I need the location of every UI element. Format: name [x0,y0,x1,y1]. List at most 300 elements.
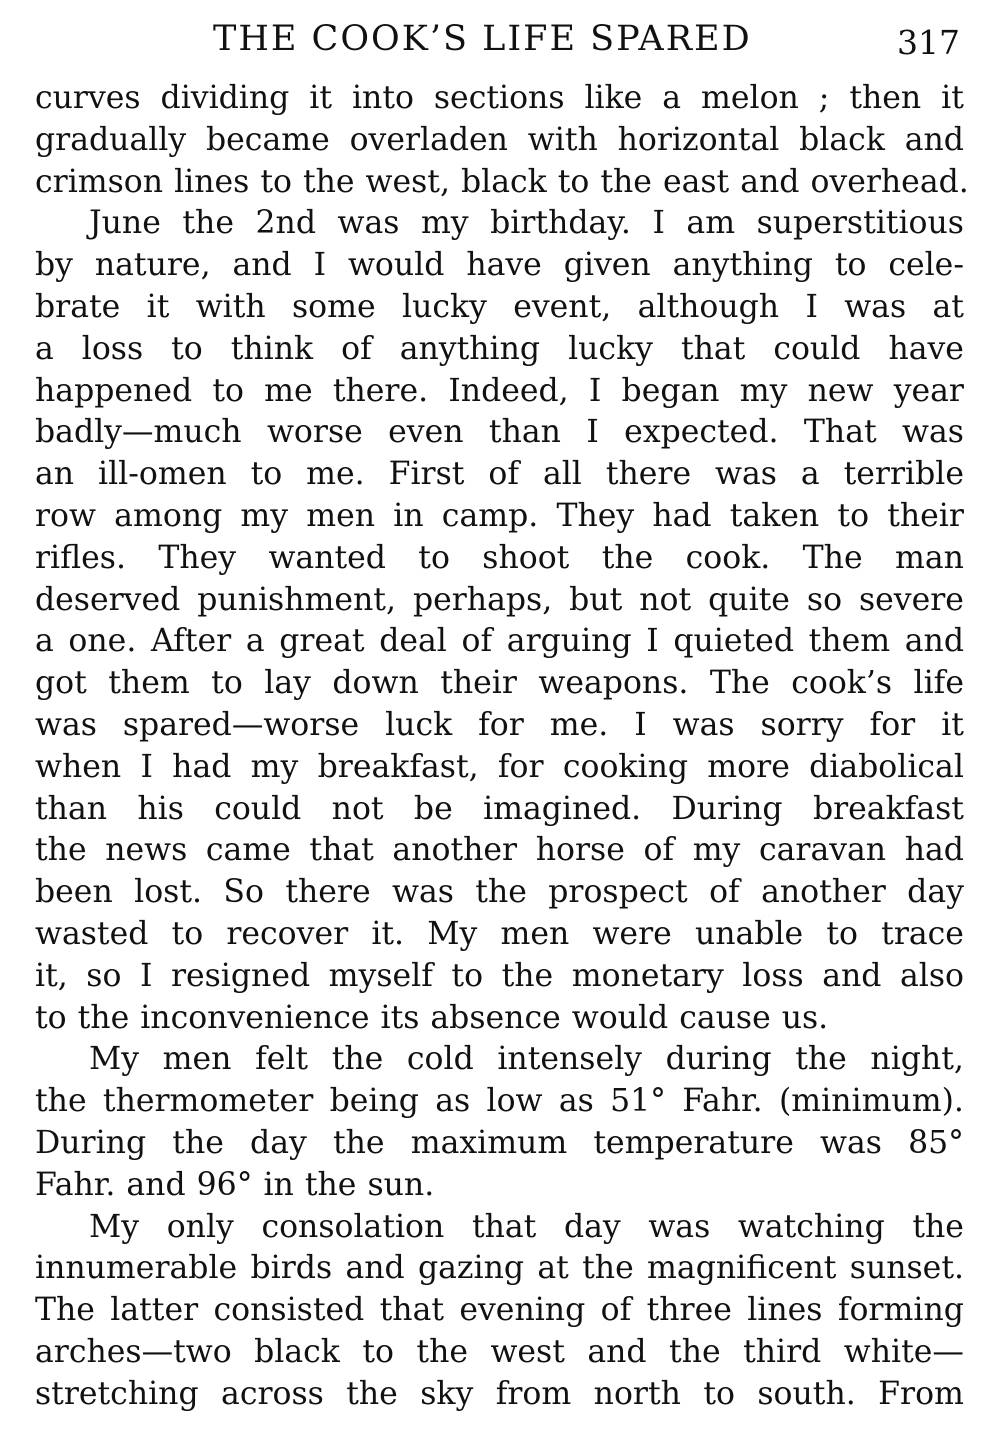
word: would [571,999,669,1036]
word: to [212,372,244,409]
word: to [703,1375,735,1412]
word: it. [371,915,405,952]
word: men [162,1041,232,1078]
word: innumerable [35,1250,238,1287]
word: another [392,832,518,869]
word: lucky [402,288,487,325]
word: 85° [908,1124,964,1161]
word: in [263,1166,294,1203]
word: there. [332,372,429,409]
word: forming [837,1292,964,1329]
word: was [672,706,735,743]
word: was [35,706,97,743]
word: They [158,539,237,576]
word: there [605,456,692,493]
word: anything [399,330,541,367]
word: when [35,748,122,785]
body-text [35,78,969,1416]
word: a [245,623,265,660]
word: not [639,581,692,618]
word: had [652,497,712,534]
word: to [834,247,867,284]
word: arches—two [35,1333,232,1370]
word: from [495,1375,572,1412]
word: worse [266,414,363,451]
text-line [35,1290,964,1332]
word: cook’s [791,665,893,702]
word: weapons. [538,665,689,702]
word: shoot [482,539,570,576]
word: for [869,706,916,743]
word: overladen [349,121,508,158]
word: be [413,790,453,827]
word: of [488,456,519,493]
word: was [715,456,777,493]
word: to [418,539,450,576]
word: luck [385,706,453,743]
word: brate [35,288,121,325]
text-line [35,329,964,371]
word: Fahr. [682,1083,763,1120]
word: got [35,665,87,702]
word: melon [700,80,799,116]
word: three [646,1292,732,1329]
word: I [646,623,659,660]
text-line [35,371,964,413]
running-head [0,16,1000,66]
word: and [587,1333,647,1370]
word: at [932,288,964,325]
word: even [388,414,464,451]
word: to [171,915,204,952]
word: horse [535,832,625,869]
word: given [563,247,651,284]
word: of [643,832,675,869]
word: badly—much [35,414,242,451]
word: to [250,456,283,493]
text-line [35,705,964,747]
word: I [588,372,602,409]
word: during [665,1041,772,1078]
word: superstitious [756,205,964,242]
word: west [490,1333,565,1370]
word: am [686,205,736,242]
word: cele- [888,247,964,284]
text-line [35,580,964,622]
word: south. [757,1375,856,1412]
word: So [223,874,264,911]
word: event, [513,288,612,325]
word: so [806,581,843,618]
word: all [542,456,582,493]
word: day [907,874,964,911]
word: it [941,706,964,743]
word: recover [226,915,349,952]
word: think [230,330,314,367]
word: great [279,623,365,660]
word: to [826,915,858,952]
word: consisted [213,1292,365,1329]
word: only [166,1208,234,1245]
text-line [35,1165,964,1207]
word: one. [68,623,137,660]
word: birthday. [490,205,631,242]
text-line [35,789,964,831]
word: had [172,748,232,785]
word: June [89,205,161,242]
text-line [35,454,964,496]
word: began [621,372,720,409]
word: was [902,414,964,451]
word: 2nd [255,205,316,242]
word: black [460,163,547,200]
word: stretching [35,1375,199,1412]
word: the [416,1333,468,1370]
word: My [427,915,478,952]
word: ; [818,80,830,116]
word: to [171,330,203,367]
word: third [743,1333,822,1370]
word: the [302,163,355,200]
word: a [35,623,54,660]
word: the [35,832,87,869]
word: black [254,1333,340,1370]
word: happened [35,372,193,409]
word: men [306,497,376,534]
word: than [35,790,108,827]
word: the [346,1375,398,1412]
word: imagined. [483,790,642,827]
word: night, [870,1041,964,1078]
word: was [337,205,400,242]
word: perhaps, [412,581,553,618]
word: it [146,288,170,325]
word: the [601,539,654,576]
word: across [221,1375,324,1412]
word: The [802,539,863,576]
word: From [878,1375,964,1412]
word: us. [781,999,829,1036]
word: quieted [673,623,794,660]
word: as [558,1083,594,1120]
word: there [285,874,371,911]
word: maximum [410,1124,568,1161]
word: punishment, [197,581,396,618]
word: was [648,1208,711,1245]
word: sunset. [849,1250,964,1287]
word: curves [35,80,141,116]
word: its [380,999,420,1036]
word: trace [881,915,964,952]
word: my [692,832,741,869]
word: have [466,247,542,284]
word: my [420,205,469,242]
word: the [332,1124,385,1161]
word: and [232,247,292,284]
word: had [904,832,964,869]
word: the [501,957,554,994]
word: 51° [610,1083,666,1120]
word: it [309,80,333,116]
word: could [214,790,302,827]
word: I [140,748,153,785]
word: sky [420,1375,474,1412]
text-line [35,538,964,580]
word: the [182,205,234,242]
word: been [35,874,113,911]
word: cooking [562,748,689,785]
text-line [35,203,964,245]
word: his [137,790,184,827]
word: for [497,748,544,785]
word: to [211,665,243,702]
word: loss [81,330,144,367]
word: to [35,999,67,1036]
word: (minimum). [778,1083,964,1120]
word: my [240,497,289,534]
word: me [264,372,313,409]
word: year [893,372,964,409]
word: overhead. [810,163,969,200]
word: nature, [94,247,211,284]
word: than [488,414,561,451]
word: cause [679,999,771,1036]
word: First [388,456,465,493]
word: black [799,121,885,158]
word: being [329,1083,419,1120]
word: like [584,80,643,116]
word: down [332,665,419,702]
word: north [593,1375,681,1412]
word: and [345,1250,405,1287]
word: east [662,163,730,200]
word: temperature [593,1124,794,1161]
word: into [351,80,414,116]
word: were [592,915,672,952]
word: also [899,957,964,994]
text-line [35,1374,964,1416]
word: at [537,1250,569,1287]
text-line [35,287,964,329]
word: their [440,665,517,702]
word: became [206,121,330,158]
word: that [309,832,374,869]
word: 96° [196,1166,253,1203]
word: to [451,957,484,994]
word: to [557,163,590,200]
word: not [331,790,384,827]
text-line [35,956,964,998]
word: dividing [160,80,290,116]
word: the [669,1333,721,1370]
word: taken [729,497,820,534]
text-line [35,747,964,789]
word: monetary [571,957,724,994]
word: myself [328,957,433,994]
word: it, [35,957,68,994]
word: life [913,665,964,702]
chapter-title: THE COOK’S LIFE SPARED [213,19,752,59]
word: crimson [35,163,164,200]
word: caravan [758,832,887,869]
word: cook. [685,539,771,576]
text-line [35,998,964,1040]
word: spared—worse [122,706,360,743]
word: news [105,832,188,869]
word: lines [747,1292,823,1329]
word: came [205,832,291,869]
word: gazing [417,1250,525,1287]
word: the [600,163,652,200]
word: During [35,1124,147,1161]
word: white— [843,1333,964,1370]
word: man [894,539,964,576]
word: During [671,790,783,827]
word: so [86,957,122,994]
word: the [475,874,527,911]
word: intensely [497,1041,642,1078]
word: although [637,288,780,325]
word: among [114,497,223,534]
text-line [35,872,964,914]
word: deal [379,623,447,660]
word: felt [255,1041,309,1078]
word: the [77,999,130,1036]
word: camp. [441,497,539,534]
word: My [89,1041,140,1078]
word: latter [110,1292,199,1329]
word: I [139,957,153,994]
text-line [35,1248,964,1290]
word: that [379,1292,445,1329]
word: rifles. [35,539,126,576]
text-line [35,496,964,538]
word: sun. [367,1166,435,1203]
word: terrible [843,456,964,493]
text-line [35,830,964,872]
text-line [35,162,969,204]
word: the [304,1166,357,1203]
word: new [807,372,874,409]
word: of [709,874,740,911]
word: I [805,288,818,325]
word: would [347,247,445,284]
word: to [837,497,870,534]
word: another [761,874,886,911]
text-line [35,120,964,162]
word: it [941,80,964,116]
word: to [260,163,292,200]
word: was [391,874,454,911]
word: of [461,623,493,660]
word: wanted [268,539,386,576]
word: as [435,1083,471,1120]
word: to [362,1333,394,1370]
word: the [35,1083,87,1120]
word: birds [250,1250,333,1287]
word: and [740,163,800,200]
word: I [313,247,327,284]
word: them [108,665,190,702]
word: the [331,1041,384,1078]
word: day [250,1124,307,1161]
word: lucky [568,330,653,367]
word: inconvenience [140,999,370,1036]
word: The [35,1292,95,1329]
word: row [35,497,96,534]
word: breakfast [812,790,964,827]
word: a [662,80,682,116]
word: cold [406,1041,474,1078]
word: and [904,121,964,158]
word: Fahr. [35,1166,116,1203]
word: thermometer [102,1083,314,1120]
word: that [680,330,746,367]
word: them [808,623,891,660]
word: the [912,1208,964,1245]
word: lay [264,665,311,702]
text-line [35,1081,964,1123]
word: with [195,288,266,325]
text-line [35,663,964,705]
text-line [35,1039,964,1081]
word: my [739,372,788,409]
word: absence [430,999,561,1036]
word: by [35,247,73,284]
word: was [844,288,907,325]
word: consolation [261,1208,445,1245]
word: could [773,330,861,367]
word: have [888,330,964,367]
text-line [35,914,964,956]
word: sections [433,80,565,116]
word: my [250,748,299,785]
word: expected. [624,414,779,451]
word: the [172,1124,224,1161]
word: prospect [548,874,688,911]
word: severe [859,581,964,618]
word: more [707,748,790,785]
word: day [563,1208,621,1245]
word: wasted [35,915,149,952]
text-line [35,412,964,454]
word: evening [459,1292,586,1329]
text-line [35,78,964,120]
text-line [35,621,964,663]
word: and [822,957,882,994]
word: and [126,1166,186,1203]
word: The [709,665,770,702]
word: quite [708,581,790,618]
word: with [527,121,598,158]
text-line [35,1332,964,1374]
word: ill-omen [98,456,227,493]
word: the [795,1041,847,1078]
word: of [600,1292,632,1329]
word: for [478,706,524,743]
word: lines [174,163,250,200]
word: that [471,1208,537,1245]
word: I [634,706,647,743]
word: After [150,623,232,660]
word: lost. [134,874,203,911]
text-line [35,1123,964,1165]
word: their [887,497,964,534]
word: breakfast, [317,748,479,785]
word: deserved [35,581,181,618]
word: a [800,456,820,493]
word: That [803,414,877,451]
